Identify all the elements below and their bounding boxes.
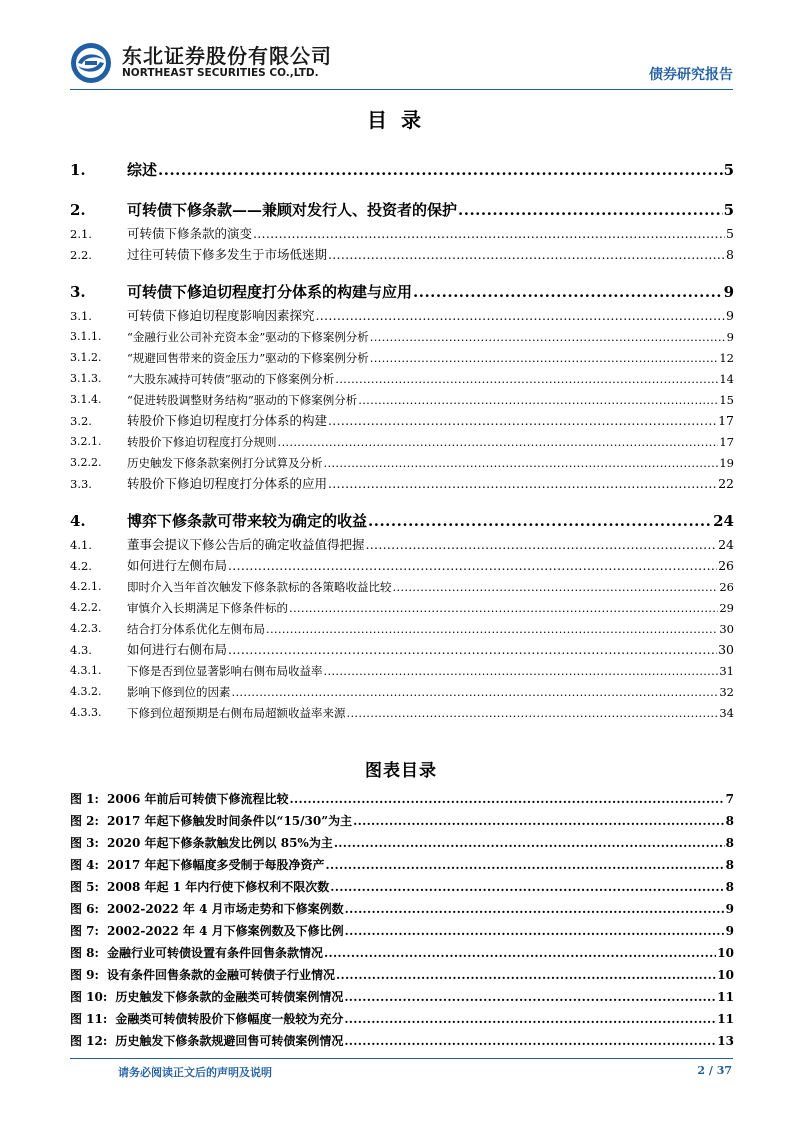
toc-num: 3.1.2. <box>70 351 102 364</box>
figure-page: 8 <box>725 858 734 872</box>
dot-leader <box>344 988 716 1006</box>
company-logo-icon <box>70 42 112 84</box>
figure-title: 金融类可转债转股价下修幅度一般较为充分 <box>115 1012 344 1026</box>
toc-num: 4. <box>70 512 86 530</box>
toc-title: 如何进行左侧布局 <box>127 558 228 573</box>
toc-num: 3.2.1. <box>70 435 102 448</box>
toc-title: 下修是否到位显著影响右侧布局收益率 <box>127 664 323 678</box>
toc-page: 30 <box>719 622 734 636</box>
toc-title: 可转债下修条款——兼顾对发行人、投资者的保护 <box>127 201 458 219</box>
toc-title: “大股东减持可转债”驱动的下修案例分析 <box>127 372 335 386</box>
toc-page: 14 <box>719 372 734 386</box>
dot-leader <box>370 349 719 367</box>
toc-entry[interactable] <box>70 430 734 451</box>
toc-page: 9 <box>726 308 734 323</box>
toc-title: 转股价下修迫切程度打分体系的应用 <box>127 476 328 491</box>
dot-leader <box>278 433 719 451</box>
figure-title: 2002-2022 年 4 月市场走势和下修案例数 <box>106 902 344 916</box>
toc-title: 转股价下修迫切程度打分规则 <box>127 435 277 449</box>
figure-page: 7 <box>725 792 734 806</box>
figure-entry[interactable] <box>70 940 734 962</box>
toc-title: 结合打分体系优化左侧布局 <box>127 622 265 636</box>
toc-entry[interactable] <box>70 680 734 701</box>
figure-page: 9 <box>725 924 734 938</box>
figure-page: 11 <box>717 990 734 1004</box>
dot-leader <box>393 578 719 596</box>
figure-num: 图 6: <box>70 902 99 916</box>
figure-page: 11 <box>717 1012 734 1026</box>
figure-num: 图 12: <box>70 1034 108 1048</box>
toc-entry[interactable] <box>70 367 734 388</box>
toc-page: 9 <box>726 330 734 344</box>
figure-title: 金融行业可转债设置有条件回售条款情况 <box>106 946 323 960</box>
header-divider <box>70 89 733 90</box>
toc-page: 22 <box>718 476 734 491</box>
toc-title: 历史触发下修条款案例打分试算及分析 <box>127 456 323 470</box>
toc-num: 4.2.1. <box>70 580 102 593</box>
toc-page: 17 <box>718 413 734 428</box>
figure-page: 8 <box>725 880 734 894</box>
dot-leader <box>328 246 725 264</box>
toc-page: 24 <box>718 537 734 552</box>
toc-num: 4.2. <box>70 559 92 573</box>
toc-num: 3. <box>70 283 86 301</box>
figure-num: 图 1: <box>70 792 99 806</box>
toc-num: 4.3.3. <box>70 706 102 719</box>
figure-page: 13 <box>717 1034 734 1048</box>
toc-entry[interactable] <box>70 472 734 493</box>
dot-leader <box>358 391 718 409</box>
dot-leader <box>344 1032 716 1050</box>
report-type: 债券研究报告 <box>649 67 733 83</box>
toc-page: 9 <box>723 283 734 301</box>
dot-leader <box>289 599 718 617</box>
dot-leader <box>324 454 719 472</box>
toc-num: 4.3. <box>70 643 92 657</box>
dot-leader <box>232 683 719 701</box>
dot-leader <box>290 790 725 808</box>
toc-entry[interactable] <box>70 409 734 430</box>
figure-num: 图 10: <box>70 990 108 1004</box>
toc-entry[interactable] <box>70 638 734 659</box>
figure-page: 8 <box>725 814 734 828</box>
figure-entry[interactable] <box>70 786 734 808</box>
toc-entry[interactable] <box>70 493 734 533</box>
toc-page: 19 <box>719 456 734 470</box>
toc-num: 3.2.2. <box>70 456 102 469</box>
dot-leader <box>413 280 723 304</box>
toc-num: 4.3.2. <box>70 685 102 698</box>
dot-leader <box>335 370 718 388</box>
dot-leader <box>266 620 718 638</box>
dot-leader <box>328 412 717 430</box>
toc-entry[interactable] <box>70 222 734 243</box>
toc-title: 过往可转债下修多发生于市场低迷期 <box>127 247 328 262</box>
toc-entry[interactable] <box>70 617 734 638</box>
figure-title: 历史触发下修条款规避回售可转债案例情况 <box>115 1034 344 1048</box>
toc-title: 转股价下修迫切程度打分体系的构建 <box>127 413 328 428</box>
toc-page: 12 <box>719 351 734 365</box>
toc-num: 3.2. <box>70 414 92 428</box>
toc-entry[interactable] <box>70 325 734 346</box>
company-name-en: NORTHEAST SECURITIES CO.,LTD. <box>122 67 319 79</box>
toc-page: 26 <box>719 580 734 594</box>
dot-leader <box>316 307 726 325</box>
toc-entry[interactable] <box>70 596 734 617</box>
toc-num: 4.2.3. <box>70 622 102 635</box>
toc-title: 即时介入当年首次触发下修条款标的各策略收益比较 <box>127 580 392 594</box>
toc-entry[interactable] <box>70 264 734 304</box>
toc-num: 3.1.1. <box>70 330 102 343</box>
figure-entry[interactable] <box>70 918 734 940</box>
figure-title: 设有条件回售条款的金融可转债子行业情况 <box>106 968 335 982</box>
figure-title: 2006 年前后可转债下修流程比较 <box>106 792 289 806</box>
toc-title: 影响下修到位的因素 <box>127 685 231 699</box>
figure-entry[interactable] <box>70 808 734 830</box>
toc-num: 2.2. <box>70 248 92 262</box>
figure-entry[interactable] <box>70 984 734 1006</box>
figure-num: 图 8: <box>70 946 99 960</box>
toc-page: 29 <box>719 601 734 615</box>
toc-title: 如何进行右侧布局 <box>127 642 228 657</box>
footer-divider <box>70 1058 733 1059</box>
toc-entry[interactable] <box>70 182 734 222</box>
toc-entry[interactable] <box>70 575 734 596</box>
toc-title: 下修到位超预期是右侧布局超额收益率来源 <box>127 706 346 720</box>
toc-entry[interactable] <box>70 533 734 554</box>
toc-num: 1. <box>70 161 86 179</box>
figure-page: 8 <box>725 836 734 850</box>
toc-title: 审慎介入长期满足下修条件标的 <box>127 601 288 615</box>
figure-page: 10 <box>717 946 734 960</box>
toc-page: 15 <box>719 393 734 407</box>
figure-list <box>70 786 734 1050</box>
figure-title: 2017 年起下修触发时间条件以“15/30”为主 <box>106 814 353 828</box>
toc-num: 3.1.3. <box>70 372 102 385</box>
toc-num: 3.1. <box>70 309 92 323</box>
toc-title: 董事会提议下修公告后的确定收益值得把握 <box>127 537 365 552</box>
toc-entry[interactable] <box>70 554 734 575</box>
toc-page: 5 <box>723 201 734 219</box>
toc-entry[interactable] <box>70 243 734 264</box>
figure-entry[interactable] <box>70 962 734 984</box>
dot-leader <box>366 536 718 554</box>
toc-entry[interactable] <box>70 346 734 367</box>
figure-num: 图 11: <box>70 1012 108 1026</box>
dot-leader <box>344 1010 716 1028</box>
dot-leader <box>253 225 725 243</box>
disclaimer-note: 请务必阅读正文后的声明及说明 <box>118 1066 272 1079</box>
toc-page: 26 <box>718 558 734 573</box>
toc-entry[interactable] <box>70 388 734 409</box>
figure-entry[interactable] <box>70 852 734 874</box>
toc-num: 4.2.2. <box>70 601 102 614</box>
figure-title: 2017 年起下修幅度多受制于每股净资产 <box>106 858 325 872</box>
toc-page: 5 <box>723 161 734 179</box>
dot-leader <box>228 641 717 659</box>
figure-page: 9 <box>725 902 734 916</box>
toc-num: 3.3. <box>70 477 92 491</box>
toc-title: 博弈下修条款可带来较为确定的收益 <box>127 512 368 530</box>
figure-title: 2002-2022 年 4 月下修案例数及下修比例 <box>106 924 344 938</box>
toc-title: “金融行业公司补充资本金”驱动的下修案例分析 <box>127 330 369 344</box>
dot-leader <box>345 900 725 918</box>
figure-entry[interactable] <box>70 1006 734 1028</box>
figure-title: 2008 年起 1 年内行使下修权利不限次数 <box>106 880 330 894</box>
figure-num: 图 5: <box>70 880 99 894</box>
toc-page: 32 <box>719 685 734 699</box>
dot-leader <box>370 328 726 346</box>
toc-num: 4.3.1. <box>70 664 102 677</box>
toc-title: 可转债下修条款的演变 <box>127 226 253 241</box>
figure-entry[interactable] <box>70 874 734 896</box>
toc-page: 5 <box>726 226 734 241</box>
toc-entry[interactable] <box>70 304 734 325</box>
dot-leader <box>458 198 723 222</box>
toc-page: 30 <box>718 642 734 657</box>
dot-leader <box>324 944 716 962</box>
toc-num: 3.1.4. <box>70 393 102 406</box>
figure-num: 图 9: <box>70 968 99 982</box>
dot-leader <box>328 475 717 493</box>
dot-leader <box>336 966 716 984</box>
toc-title: “促进转股调整财务结构”驱动的下修案例分析 <box>127 393 358 407</box>
dot-leader <box>330 878 724 896</box>
toc-page: 8 <box>726 247 734 262</box>
toc-num: 2. <box>70 201 86 219</box>
figure-page: 10 <box>717 968 734 982</box>
toc-entry[interactable] <box>70 451 734 472</box>
company-name-cn: 东北证券股份有限公司 <box>122 44 332 68</box>
figure-entry[interactable] <box>70 830 734 852</box>
figure-num: 图 4: <box>70 858 99 872</box>
dot-leader <box>353 812 725 830</box>
dot-leader <box>368 509 712 533</box>
page-header <box>70 38 733 88</box>
toc-page: 34 <box>719 706 734 720</box>
toc-title: 综述 <box>127 161 158 179</box>
toc-num: 2.1. <box>70 227 92 241</box>
toc-entry[interactable] <box>70 142 734 182</box>
dot-leader <box>158 158 723 182</box>
figure-num: 图 3: <box>70 836 99 850</box>
dot-leader <box>347 704 719 722</box>
page-number: 2 / 37 <box>697 1064 732 1077</box>
toc-entry[interactable] <box>70 701 734 722</box>
toc-title: 目录 <box>367 108 435 132</box>
figure-entry[interactable] <box>70 1028 734 1050</box>
figure-title: 2020 年起下修条款触发比例以 85%为主 <box>106 836 333 850</box>
toc-entry[interactable] <box>70 659 734 680</box>
toc-page: 31 <box>719 664 734 678</box>
figure-num: 图 7: <box>70 924 99 938</box>
toc-page: 24 <box>713 512 734 530</box>
toc-title: 可转债下修迫切程度影响因素探究 <box>127 308 315 323</box>
dot-leader <box>326 856 725 874</box>
toc-num: 4.1. <box>70 538 92 552</box>
dot-leader <box>228 557 717 575</box>
toc-title: 可转债下修迫切程度打分体系的构建与应用 <box>127 283 413 301</box>
figure-num: 图 2: <box>70 814 99 828</box>
figure-title: 历史触发下修条款的金融类可转债案例情况 <box>115 990 344 1004</box>
figure-entry[interactable] <box>70 896 734 918</box>
dot-leader <box>324 662 719 680</box>
dot-leader <box>334 834 725 852</box>
dot-leader <box>345 922 725 940</box>
figure-list-title: 图表目录 <box>365 761 437 781</box>
table-of-contents <box>70 142 734 722</box>
toc-title: “规避回售带来的资金压力”驱动的下修案例分析 <box>127 351 369 365</box>
toc-page: 17 <box>719 435 734 449</box>
